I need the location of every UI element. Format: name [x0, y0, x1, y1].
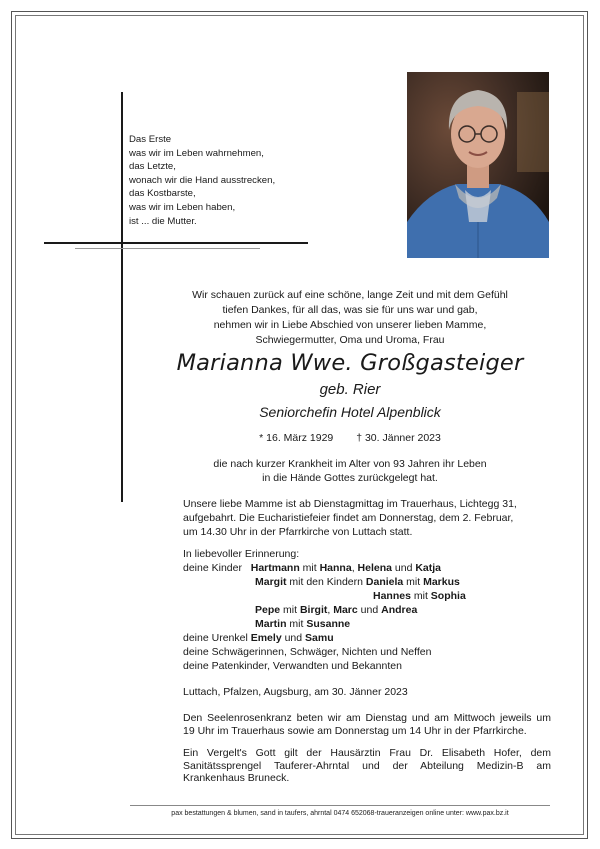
footer-imprint: pax bestattungen & blumen, sand in taufers, ahrntal 0474 652068-traueranzeigen online unter: www.pax.bz.it [171, 810, 509, 817]
mourners-row: Pepe mit Birgit, Marc und Andrea [255, 604, 418, 616]
mourners-heading: In liebevoller Erinnerung: [183, 548, 300, 560]
rosary-line: 19 Uhr im Trauerhaus sowie am Donnerstag um 14 Uhr in der Pfarrkirche. [183, 724, 527, 737]
poem-line: was wir im Leben haben, [129, 201, 236, 213]
life-dates [160, 432, 540, 444]
mourner-name: Hannes [373, 590, 411, 602]
mourner-name: Emely [250, 632, 282, 644]
connector: mit [406, 576, 421, 588]
intro-line: tiefen Dankes, für all das, was sie für uns war und gab, [222, 304, 478, 316]
intro-text [160, 288, 540, 348]
birth-date: * 16. März 1929 [259, 432, 334, 444]
deceased-name: Marianna Wwe. Großgasteiger [176, 350, 524, 376]
poem [129, 133, 275, 228]
mourner-name: Sophia [430, 590, 466, 602]
mourner-name: Martin [255, 618, 287, 630]
mourner-name: Susanne [306, 618, 351, 630]
rosary-line: Den Seelenrosenkranz beten wir am Dienstag und am Mittwoch jeweils um [183, 712, 551, 724]
cross-horizontal-bar [44, 242, 308, 244]
illness-line: die nach kurzer Krankheit im Alter von 93 Jahren ihr Leben [213, 458, 487, 470]
connector: mit den Kindern [289, 576, 363, 588]
mourner-name: Margit [255, 576, 287, 588]
connector: mit [302, 562, 317, 574]
portrait-illustration [407, 72, 549, 258]
poem-line: Das Erste [129, 134, 172, 145]
wake-line: um 14.30 Uhr in der Pfarrkirche von Luttach statt. [183, 526, 413, 538]
death-date: † 30. Jänner 2023 [356, 432, 441, 444]
mourners-row [183, 617, 551, 631]
wake-line: aufgebahrt. Die Eucharistiefeier findet am Donnerstag, dem 2. Februar, [183, 512, 514, 524]
thanks-text [183, 747, 551, 785]
illness-text [160, 457, 540, 485]
mourners-row: deine Kinder Hartmann mit Hanna, Helena und Katja [183, 562, 442, 574]
connector: mit [413, 590, 428, 602]
cross-shadow-line [75, 248, 260, 249]
illness-line: in die Hände Gottes zurückgelegt hat. [262, 472, 438, 484]
connector: mit [283, 604, 298, 616]
connector: mit [289, 618, 304, 630]
mourners-row [183, 589, 551, 603]
children-label: deine Kinder [183, 562, 242, 574]
cross-vertical-bar [121, 92, 123, 502]
footer-divider [130, 805, 550, 806]
connector: und [394, 562, 413, 574]
mourner-name: Samu [305, 632, 334, 644]
thanks-line: Sanitätssprengel Tauferer-Ahrntal und der Abteilung Medizin-B am [183, 759, 551, 772]
mourner-name: Hanna [319, 562, 352, 574]
mourner-name: Daniela [365, 576, 404, 588]
place-and-date: Luttach, Pfalzen, Augsburg, am 30. Jänner 2023 [183, 686, 408, 698]
mourners-list [183, 547, 551, 673]
mourner-name: Andrea [381, 604, 418, 616]
great-grandchildren-label: deine Urenkel [183, 632, 248, 644]
wake-line: Unsere liebe Mamme ist ab Dienstagmittag im Trauerhaus, Lichtegg 31, [183, 498, 517, 510]
mourner-name: Katja [415, 562, 442, 574]
mourner-name: Pepe [255, 604, 281, 616]
rosary-text [183, 712, 551, 737]
poem-line: das Letzte, [129, 161, 176, 173]
mourners-row: deine Patenkinder, Verwandten und Bekannten [183, 660, 402, 672]
mourner-name: Helena [357, 562, 392, 574]
connector: und [360, 604, 379, 616]
poem-line: wonach wir die Hand ausstrecken, [129, 174, 276, 186]
intro-line: Wir schauen zurück auf eine schöne, lange Zeit und mit dem Gefühl [192, 289, 508, 301]
connector: und [284, 632, 303, 644]
deceased-role: Seniorchefin Hotel Alpenblick [259, 404, 441, 420]
maiden-name: geb. Rier [319, 381, 381, 398]
intro-line: nehmen wir in Liebe Abschied von unserer lieben Mamme, [213, 319, 487, 331]
intro-line: Schwiegermutter, Oma und Uroma, Frau [255, 334, 445, 346]
mourner-name: Birgit [299, 604, 328, 616]
mourners-row [183, 575, 551, 589]
mourners-row: deine Schwägerinnen, Schwäger, Nichten und Neffen [183, 646, 432, 658]
thanks-line: Krankenhaus Bruneck. [183, 772, 290, 784]
wake-text [183, 497, 551, 539]
poem-line: was wir im Leben wahrnehmen, [129, 147, 264, 159]
mourner-name: Marc [333, 604, 358, 616]
poem-line: das Kostbarste, [129, 188, 196, 200]
mourner-name: Hartmann [250, 562, 300, 574]
mourners-row [183, 631, 551, 645]
mourner-name: Markus [423, 576, 460, 588]
portrait-photo [407, 72, 549, 258]
thanks-line: Ein Vergelt's Gott gilt der Hausärztin Frau Dr. Elisabeth Hofer, dem [183, 747, 551, 759]
poem-line: ist ... die Mutter. [129, 215, 197, 227]
